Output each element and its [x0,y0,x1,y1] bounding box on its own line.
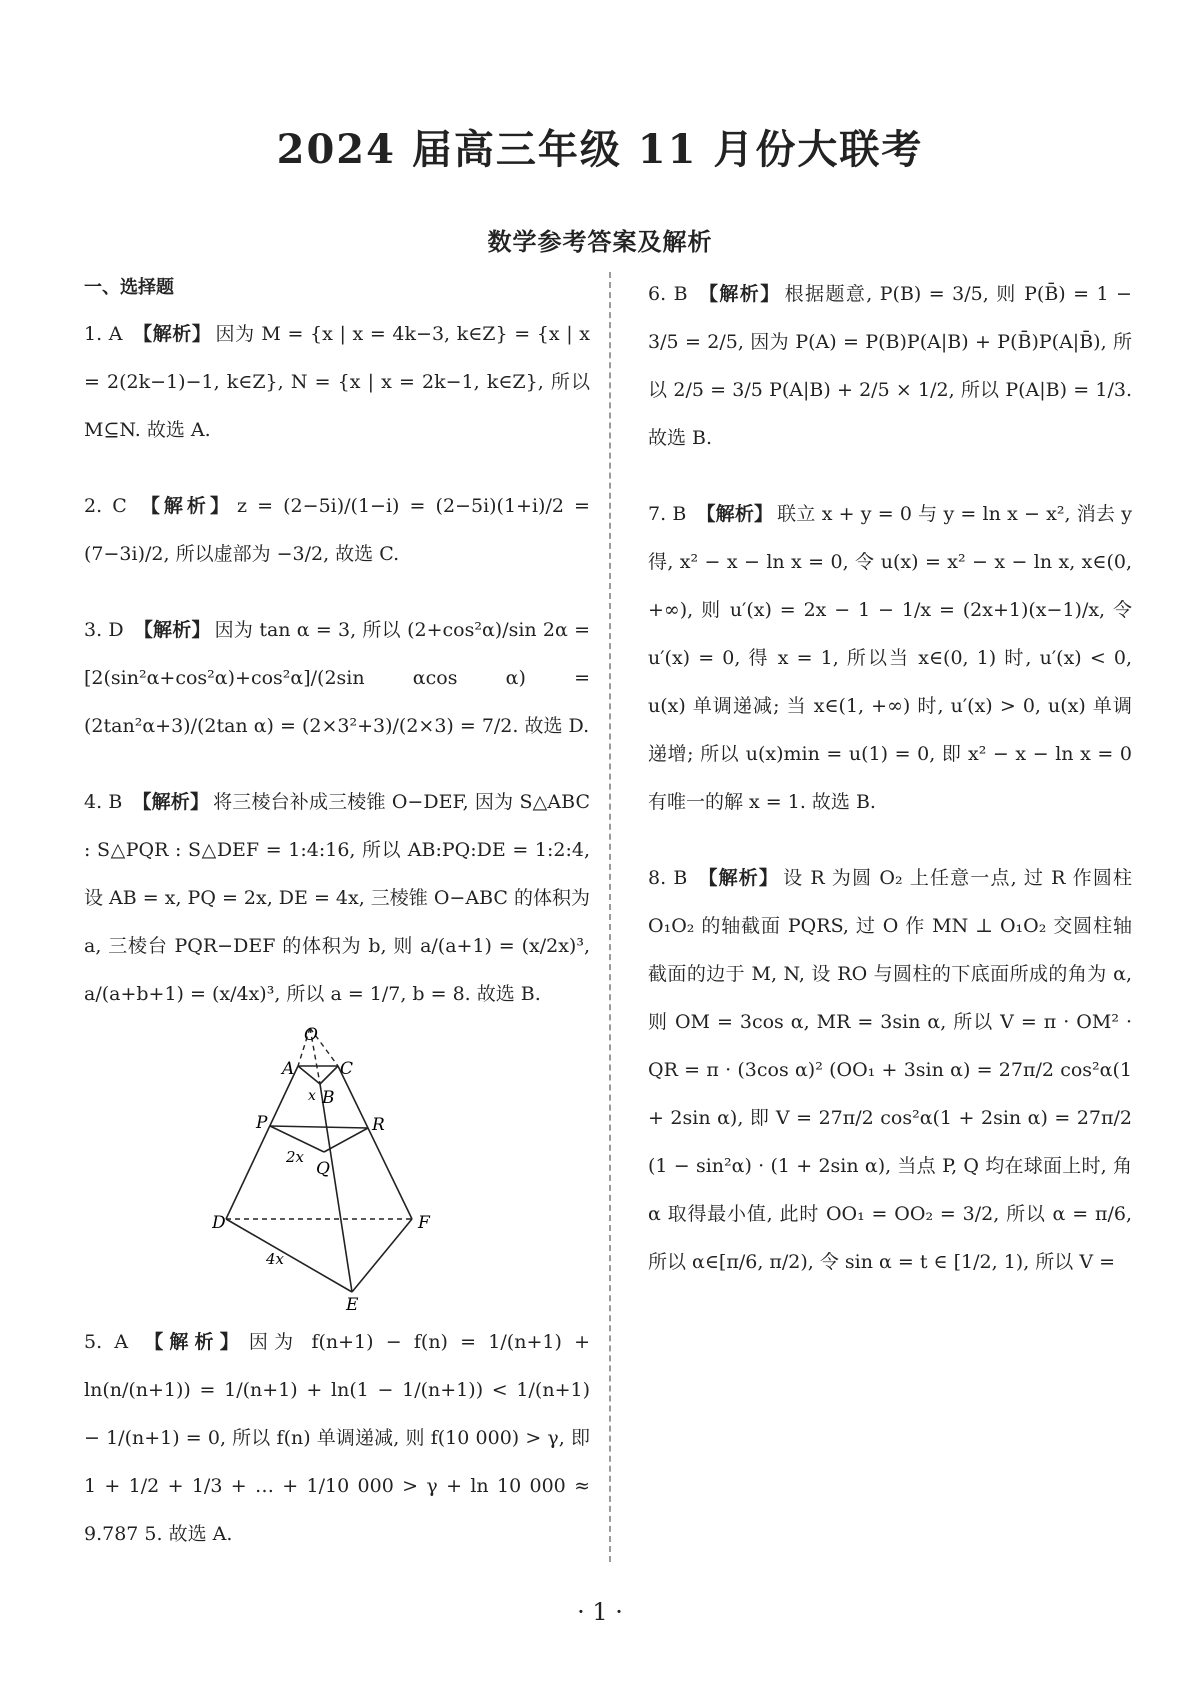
label-4x: 4x [266,1250,285,1268]
page-subtitle: 数学参考答案及解析 [487,227,713,256]
left-column [84,270,590,1558]
analysis-tag: 【解析】 [136,495,234,517]
label-D: D [212,1213,226,1233]
answer-text: 设 R 为圆 O₂ 上任意一点, 过 R 作圆柱 O₁O₂ 的轴截面 PQRS, 过 O 作 MN ⊥ O₁O₂ 交圆柱轴截面的边于 M, N, 设 RO 与圆柱的下底面所成的角为 α, 则 OM = 3cos α, MR = 3sin α, 所以 V = π · OM² · QR = π · (3cos α)² (OO₁ + 3sin α) = 27π/2 cos²α(1 + 2sin α), 即 V = 27π/2 cos²α(1 + 2sin α) = 27π/2 (1 − sin²α) · (1 + 2sin α), 当点 P, Q 均在球面上时, 角 α 取得最小值, 此时 OO₁ = OO₂ = 3/2, 所以 α = π/6, 所以 α∈[π/6, π/2), 令 sin α = t ∈ [1/2, 1), 所以 V = [648,867,1132,1273]
answer-2 [84,482,590,578]
answer-text: 将三棱台补成三棱锥 O−DEF, 因为 S△ABC : S△PQR : S△DEF = 1:4:16, 所以 AB:PQ:DE = 1:2:4, 设 AB = x, PQ = 2x, DE = 4x, 三棱锥 O−ABC 的体积为 a, 三棱台 PQR−DEF 的体积为 b, 则 a/(a+1) = (x/2x)³, a/(a+b+1) = (x/4x)³, 所以 a = 1/7, b = 8. 故选 B. [84,791,590,1005]
answer-number: 1. A [84,323,123,345]
label-C: C [340,1059,354,1079]
page-number: · 1 · [577,1598,623,1626]
label-2x: 2x [286,1148,305,1166]
analysis-tag: 【解析】 [132,791,210,813]
label-Q: Q [316,1159,330,1179]
answer-7 [648,490,1132,826]
answer-number: 2. C [84,495,127,517]
analysis-tag: 【解析】 [696,503,774,525]
label-P: P [256,1113,268,1133]
analysis-tag: 【解析】 [133,619,211,641]
answer-4 [84,778,590,1018]
answer-text: 根据题意, P(B) = 3/5, 则 P(B̄) = 1 − 3/5 = 2/5, 因为 P(A) = P(B)P(A|B) + P(B̄)P(A|B̄), 所以 2/5 = 3/5 P(A|B) + 2/5 × 1/2, 所以 P(A|B) = 1/3. 故选 B. [648,283,1132,449]
answer-8 [648,854,1132,1286]
right-column [648,270,1132,1286]
answer-3 [84,606,590,750]
answer-6 [648,270,1132,462]
answer-number: 6. B [648,283,688,305]
analysis-tag: 【解析】 [697,867,780,889]
answer-5 [84,1318,590,1558]
answer-text: z = (2−5i)/(1−i) = (2−5i)(1+i)/2 = (7−3i)/2, 所以虚部为 −3/2, 故选 C. [84,495,590,565]
page-title: 2024 届高三年级 11 月份大联考 [276,126,924,173]
answer-text: 因为 tan α = 3, 所以 (2+cos²α)/sin 2α = [2(sin²α+cos²α)+cos²α]/(2sin αcos α) = (2tan²α+3)/(2tan α) = (2×3²+3)/(2×3) = 7/2. 故选 D. [84,619,590,737]
answer-number: 7. B [648,503,687,525]
analysis-tag: 【解析】 [138,1331,245,1353]
label-x: x [308,1088,316,1104]
label-F: F [418,1213,430,1233]
label-E: E [346,1295,359,1314]
label-O: O [304,1025,318,1045]
answer-number: 4. B [84,791,123,813]
analysis-tag: 【解析】 [697,283,781,305]
section-heading: 一、选择题 [84,277,174,298]
analysis-tag: 【解析】 [132,323,212,345]
column-divider [609,272,611,1562]
label-B: B [322,1088,335,1108]
answer-text: 因为 f(n+1) − f(n) = 1/(n+1) + ln(n/(n+1)) = 1/(n+1) + ln(1 − 1/(n+1)) < 1/(n+1) − 1/(n+1) = 0, 所以 f(n) 单调递减, 则 f(10 000) > γ, 即 1 + 1/2 + 1/3 + … + 1/10 000 > γ + ln 10 000 ≈ 9.787 5. 故选 A. [84,1331,590,1545]
label-A: A [282,1059,295,1079]
answer-text: 联立 x + y = 0 与 y = ln x − x², 消去 y 得, x² − x − ln x = 0, 令 u(x) = x² − x − ln x, x∈(0, +∞), 则 u′(x) = 2x − 1 − 1/x = (2x+1)(x−1)/x, 令 u′(x) = 0, 得 x = 1, 所以当 x∈(0, 1) 时, u′(x) < 0, u(x) 单调递减; 当 x∈(1, +∞) 时, u′(x) > 0, u(x) 单调递增; 所以 u(x)min = u(1) = 0, 即 x² − x − ln x = 0 有唯一的解 x = 1. 故选 B. [648,503,1132,813]
answer-number: 3. D [84,619,124,641]
answer-1 [84,310,590,454]
answer-number: 8. B [648,867,688,889]
label-R: R [372,1115,385,1135]
answer-number: 5. A [84,1331,129,1353]
frustum-diagram-icon [212,1024,472,1314]
answer-text: 因为 M = {x | x = 4k−3, k∈Z} = {x | x = 2(2k−1)−1, k∈Z}, N = {x | x = 2k−1, k∈Z}, 所以 M⊆N. 故选 A. [84,323,590,441]
